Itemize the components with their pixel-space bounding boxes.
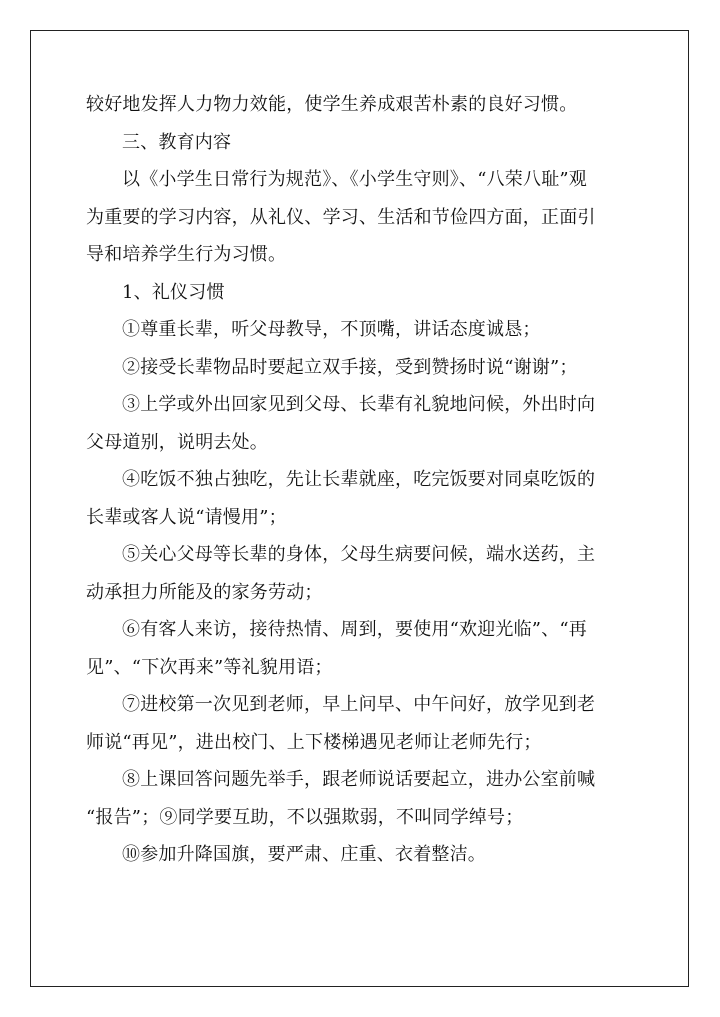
list-item: ①尊重长辈，听父母教导，不顶嘴，讲话态度诚恳； [122,319,541,340]
list-item: ④吃饭不独占独吃，先让长辈就座，吃完饭要对同桌吃饭的 [122,469,596,490]
text-line: 动承担力所能及的家务劳动； [86,581,323,603]
list-item: ③上学或外出回家见到父母、长辈有礼貌地问候，外出时向 [122,394,596,415]
document-body [86,86,646,874]
text-line: “报告”；⑨同学要互助，不以强欺弱，不叫同学绰号； [86,806,524,828]
text-line: 为重要的学习内容，从礼仪、学习、生活和节俭四方面，正面引 [86,206,596,228]
list-item: ②接受长辈物品时要起立双手接，受到赞扬时说“谢谢”； [122,356,578,378]
section-heading: 三、教育内容 [122,131,232,153]
text-line: 长辈或客人说“请慢用”； [86,506,287,528]
text-line: 父母道别，说明去处。 [86,431,268,453]
list-item: ⑩参加升降国旗，要严肃、庄重、衣着整洁。 [122,844,486,865]
text-line: 较好地发挥人力物力效能，使学生养成艰苦朴素的良好习惯。 [86,94,578,115]
list-item: ⑧上课回答问题先举手，跟老师说话要起立，进办公室前喊 [122,769,596,790]
list-item: ⑥有客人来访，接待热情、周到，要使用“欢迎光临”、“再 [122,619,588,640]
text-line: 以《小学生日常行为规范》、《小学生守则》、“八荣八耻”观 [122,169,588,190]
list-item: ⑦进校第一次见到老师，早上问早、中午问好，放学见到老 [122,694,596,715]
text-line: 见”、“下次再来”等礼貌用语； [86,656,333,678]
subsection-heading: 1、礼仪习惯 [122,281,225,303]
text-line: 师说“再见”，进出校门、上下楼梯遇见老师让老师先行； [86,731,542,753]
text-line: 导和培养学生行为习惯。 [86,244,287,265]
list-item: ⑤关心父母等长辈的身体，父母生病要问候，端水送药，主 [122,544,596,565]
